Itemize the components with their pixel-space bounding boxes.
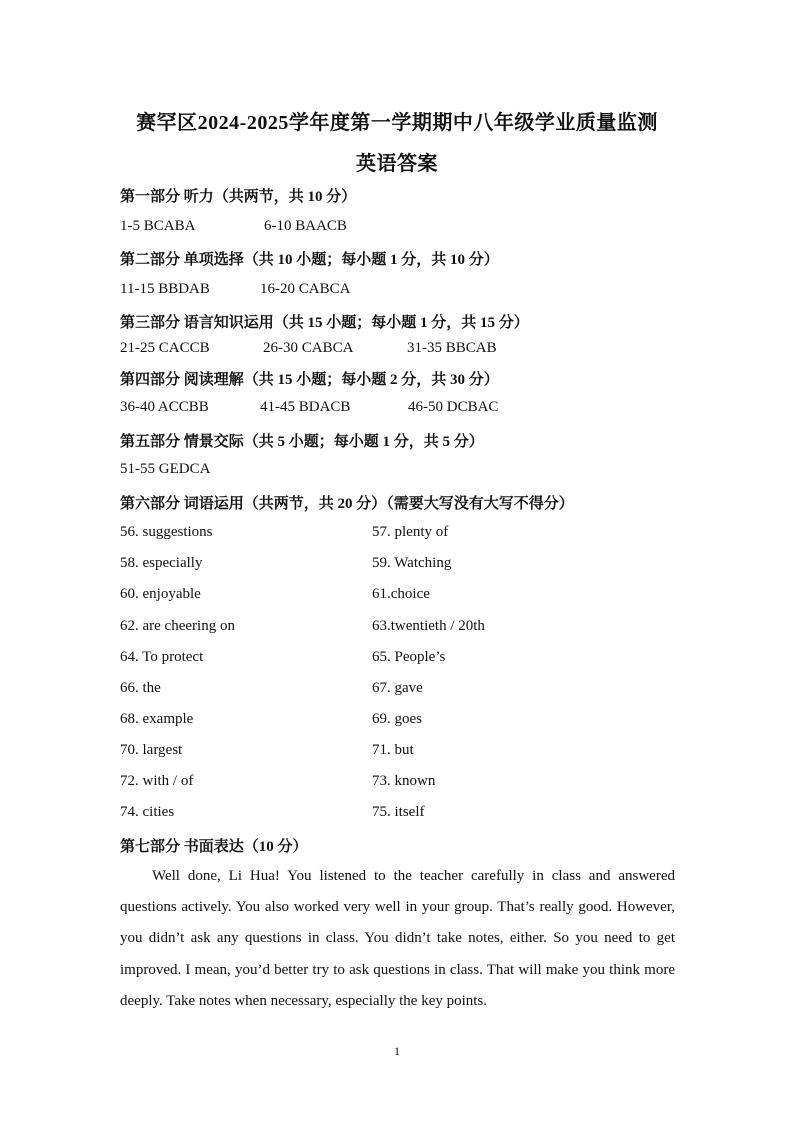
answer-21-25: 21-25 CACCB [120, 340, 210, 356]
answer-74: 74. cities [120, 804, 175, 820]
answer-73: 73. known [372, 773, 436, 789]
answer-11-15: 11-15 BBDAB [120, 281, 210, 297]
answer-51-55: 51-55 GEDCA [120, 461, 211, 477]
answer-6-10: 6-10 BAACB [264, 218, 347, 234]
answer-31-35: 31-35 BBCAB [407, 340, 497, 356]
section-3-heading: 第三部分 语言知识运用（共 15 小题；每小题 1 分，共 15 分） [120, 315, 529, 331]
answer-60: 60. enjoyable [120, 586, 201, 602]
section-2-heading: 第二部分 单项选择（共 10 小题；每小题 1 分，共 10 分） [120, 252, 499, 268]
answer-56: 56. suggestions [120, 524, 213, 540]
section-7-heading: 第七部分 书面表达（10 分） [120, 839, 308, 855]
answer-58: 58. especially [120, 555, 203, 571]
answer-68: 68. example [120, 711, 194, 727]
section-4-heading: 第四部分 阅读理解（共 15 小题；每小题 2 分，共 30 分） [120, 372, 499, 388]
answer-41-45: 41-45 BDACB [260, 399, 351, 415]
answer-36-40: 36-40 ACCBB [120, 399, 209, 415]
answer-64: 64. To protect [120, 649, 204, 665]
answer-67: 67. gave [372, 680, 423, 696]
document-subtitle: 英语答案 [356, 153, 438, 175]
model-essay: Well done, Li Hua! You listened to the teacher carefully in class and answered questions actively. You also worked very well in your group. That’s really good. However, you didn’t ask any questions in class. You didn’t take notes, either. So you need to get improved. I mean, you’d better try to ask questions in class. That will make you think more deeply. Take notes when necessary, especially the key points. [120, 868, 675, 1009]
document-title: 赛罕区2024-2025学年度第一学期期中八年级学业质量监测 [136, 112, 658, 134]
answer-66: 66. the [120, 680, 161, 696]
answer-75: 75. itself [372, 804, 425, 820]
section-6-heading: 第六部分 词语运用（共两节，共 20 分）（需要大写没有大写不得分） [120, 496, 574, 512]
answer-1-5: 1-5 BCABA [120, 218, 196, 234]
answer-70: 70. largest [120, 742, 183, 758]
page-number: 1 [394, 1044, 400, 1058]
answer-26-30: 26-30 CABCA [263, 340, 354, 356]
answer-69: 69. goes [372, 711, 422, 727]
answer-65: 65. People’s [372, 649, 446, 665]
answer-46-50: 46-50 DCBAC [408, 399, 499, 415]
answer-71: 71. but [372, 742, 414, 758]
answer-16-20: 16-20 CABCA [260, 281, 351, 297]
answer-57: 57. plenty of [372, 524, 449, 540]
section-5-heading: 第五部分 情景交际（共 5 小题；每小题 1 分，共 5 分） [120, 434, 484, 450]
answer-62: 62. are cheering on [120, 618, 235, 634]
answer-63: 63.twentieth / 20th [372, 618, 485, 634]
answer-59: 59. Watching [372, 555, 452, 571]
section-1-heading: 第一部分 听力（共两节，共 10 分） [120, 189, 357, 205]
answer-61: 61.choice [372, 586, 430, 602]
answer-72: 72. with / of [120, 773, 194, 789]
